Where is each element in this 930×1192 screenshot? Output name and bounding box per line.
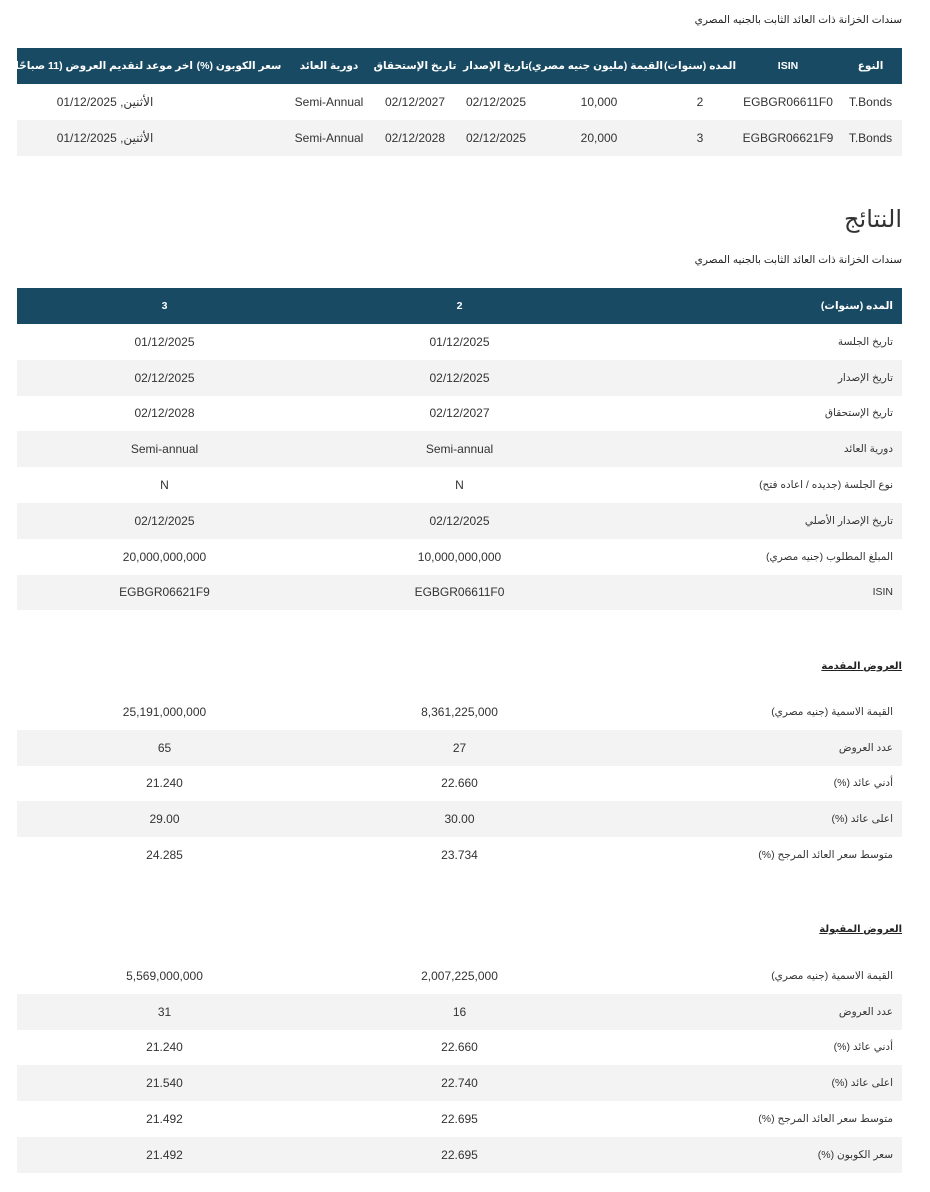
cell-tenor-2: EGBGR06611F0 <box>414 585 505 600</box>
cell-tenor-3: 5,569,000,000 <box>126 968 203 983</box>
cell-label: القيمة الاسمية (جنيه مصري) <box>771 705 893 718</box>
cell-label: متوسط سعر العائد المرجح (%) <box>758 849 893 862</box>
results-table-header <box>17 288 902 324</box>
col-issue-date: تاريخ الإصدار <box>463 60 529 72</box>
table-row <box>17 730 902 766</box>
cell-tenor-3: 25,191,000,000 <box>122 704 207 719</box>
cell-label: سعر الكوبون (%) <box>817 1148 893 1161</box>
cell-tenor-2: 27 <box>452 740 467 755</box>
table-row <box>17 1030 902 1066</box>
cell-tenor-2: 22.660 <box>441 1040 478 1055</box>
cell-label: متوسط سعر العائد المرجح (%) <box>758 1113 893 1126</box>
cell-label: تاريخ الإصدار الأصلي <box>804 514 893 527</box>
results-caption: سندات الخزانة ذات العائد الثابت بالجنيه المصري <box>694 254 902 266</box>
cell-isin: EGBGR06621F9 <box>742 131 834 145</box>
cell-type: T.Bonds <box>848 95 893 109</box>
cell-issue-date: 02/12/2025 <box>465 131 527 145</box>
cell-tenor-3: N <box>160 478 169 493</box>
cell-tenor-2: 16 <box>452 1004 467 1019</box>
table-row <box>17 360 902 396</box>
cell-coupon <box>193 120 285 156</box>
cell-tenor-2: 22.695 <box>441 1147 478 1162</box>
cell-tenor-3: 20,000,000,000 <box>122 549 207 564</box>
cell-maturity-date: 02/12/2028 <box>384 131 446 145</box>
cell-maturity-date: 02/12/2027 <box>384 95 446 109</box>
cell-tenor-2: 02/12/2027 <box>429 406 490 421</box>
cell-tenor-3: 02/12/2025 <box>134 513 195 528</box>
cell-isin: EGBGR06611F0 <box>743 95 833 109</box>
cell-frequency: Semi-Annual <box>294 95 364 109</box>
col-maturity-date: تاريخ الإستحقاق <box>373 60 457 72</box>
cell-value: 10,000 <box>580 95 618 109</box>
cell-tenor-3: 02/12/2028 <box>134 406 195 421</box>
table-row <box>17 1101 902 1137</box>
col-frequency: دورية العائد <box>299 60 359 72</box>
cell-tenor: 3 <box>696 131 704 145</box>
cell-label: أدني عائد (%) <box>833 1041 893 1054</box>
cell-label: دورية العائد <box>843 443 893 456</box>
table-row <box>17 575 902 611</box>
cell-tenor-3: 01/12/2025 <box>134 334 195 349</box>
cell-tenor-3: 21.240 <box>146 776 183 791</box>
cell-label: أدني عائد (%) <box>833 777 893 790</box>
cell-coupon <box>193 84 285 120</box>
cell-frequency: Semi-Annual <box>294 131 364 145</box>
issue-table-header <box>17 48 902 84</box>
cell-tenor-3: EGBGR06621F9 <box>119 585 210 600</box>
cell-tenor-2: 02/12/2025 <box>429 513 490 528</box>
cell-tenor-2: 22.660 <box>441 776 478 791</box>
cell-tenor-3: 24.285 <box>146 848 183 863</box>
table-row <box>17 324 902 360</box>
cell-tenor-2: 22.740 <box>441 1076 478 1091</box>
col-coupon: سعر الكوبون (%) <box>196 60 282 72</box>
table-row <box>17 837 902 873</box>
cell-tenor-2: 01/12/2025 <box>429 334 490 349</box>
cell-label: القيمة الاسمية (جنيه مصري) <box>771 969 893 982</box>
col-tenor: المده (سنوات) <box>663 60 737 72</box>
cell-tenor-3: 29.00 <box>149 812 180 827</box>
cell-type: T.Bonds <box>848 131 893 145</box>
issue-table <box>11 48 902 156</box>
cell-label: اعلى عائد (%) <box>831 1077 893 1090</box>
col-type: النوع <box>857 60 884 72</box>
cell-tenor-3: 21.492 <box>146 1147 183 1162</box>
cell-tenor-3: 31 <box>157 1004 172 1019</box>
offered-title: العروض المقدمة <box>821 661 902 672</box>
col-tenor-label: المده (سنوات) <box>820 300 893 312</box>
cell-tenor-2: 10,000,000,000 <box>417 549 502 564</box>
table-row <box>17 84 902 120</box>
table-row <box>17 431 902 467</box>
cell-tenor-2: 30.00 <box>444 812 475 827</box>
cell-deadline: الأثنين, 01/12/2025 <box>56 95 154 109</box>
cell-label: تاريخ الإصدار <box>837 371 893 384</box>
cell-tenor-3: 02/12/2025 <box>134 370 195 385</box>
cell-label: عدد العروض <box>838 1005 893 1018</box>
cell-tenor-3: Semi-annual <box>130 442 199 457</box>
cell-tenor-2: Semi-annual <box>425 442 494 457</box>
cell-tenor-3: 21.540 <box>146 1076 183 1091</box>
cell-tenor-3: 65 <box>157 740 172 755</box>
results-table <box>17 288 902 610</box>
table-row <box>17 120 902 156</box>
col-tenor-3: 3 <box>161 300 168 312</box>
col-isin: ISIN <box>777 60 799 72</box>
cell-label: المبلغ المطلوب (جنيه مصري) <box>766 550 893 563</box>
table-row <box>17 1065 902 1101</box>
table-row <box>17 396 902 432</box>
cell-label: اعلى عائد (%) <box>831 813 893 826</box>
table-row <box>17 1137 902 1173</box>
cell-label: تاريخ الجلسة <box>837 335 893 348</box>
col-value: القيمة (مليون جنيه مصري) <box>528 60 663 72</box>
offered-table <box>17 694 902 873</box>
table-row <box>17 801 902 837</box>
table-row <box>17 467 902 503</box>
results-heading: النتائج <box>844 206 902 233</box>
accepted-title: العروض المقبولة <box>819 924 902 935</box>
table-row <box>17 994 902 1030</box>
table-row <box>17 694 902 730</box>
accepted-table <box>17 958 902 1173</box>
cell-tenor: 2 <box>696 95 704 109</box>
table-row <box>17 766 902 802</box>
issue-caption: سندات الخزانة ذات العائد الثابت بالجنيه المصري <box>694 14 902 26</box>
cell-value: 20,000 <box>580 131 618 145</box>
cell-tenor-2: 22.695 <box>441 1112 478 1127</box>
cell-tenor-2: 23.734 <box>441 848 478 863</box>
cell-label: تاريخ الإستحقاق <box>824 407 893 420</box>
cell-tenor-2: 2,007,225,000 <box>421 968 498 983</box>
table-row <box>17 958 902 994</box>
col-tenor-2: 2 <box>456 300 463 312</box>
col-deadline: اخر موعد لتقديم العروض (11 صباحًا) <box>11 60 193 72</box>
cell-deadline: الأثنين, 01/12/2025 <box>56 131 154 145</box>
cell-issue-date: 02/12/2025 <box>465 95 527 109</box>
cell-label: نوع الجلسة (جديده / اعاده فتح) <box>759 479 893 492</box>
table-row <box>17 503 902 539</box>
cell-label: ISIN <box>872 586 893 599</box>
cell-tenor-3: 21.492 <box>146 1112 183 1127</box>
cell-tenor-2: 8,361,225,000 <box>421 704 498 719</box>
cell-label: عدد العروض <box>838 741 893 754</box>
cell-tenor-3: 21.240 <box>146 1040 183 1055</box>
cell-tenor-2: 02/12/2025 <box>429 370 490 385</box>
table-row <box>17 539 902 575</box>
cell-tenor-2: N <box>455 478 464 493</box>
